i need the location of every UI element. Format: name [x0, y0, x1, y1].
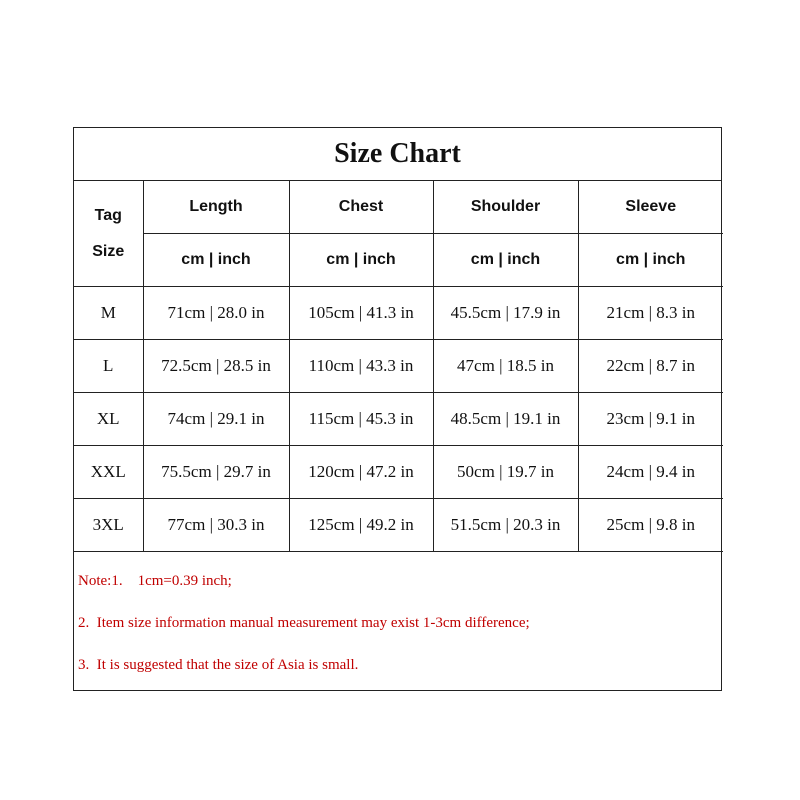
note-3: 3. It is suggested that the size of Asia is small.: [78, 657, 359, 673]
sleeve-cell: 21cm | 8.3 in: [578, 287, 723, 340]
length-cell: 72.5cm | 28.5 in: [143, 340, 289, 393]
chart-title: Size Chart: [74, 128, 721, 181]
column-header-chest: Chest: [289, 181, 433, 234]
table-row: [74, 393, 723, 446]
length-cell: 74cm | 29.1 in: [143, 393, 289, 446]
length-cell: 75.5cm | 29.7 in: [143, 446, 289, 499]
unit-label: cm | inch: [289, 234, 433, 287]
column-header-sleeve: Sleeve: [578, 181, 723, 234]
table-row: [74, 340, 723, 393]
tag-label: Tag: [94, 206, 122, 224]
length-cell: 71cm | 28.0 in: [143, 287, 289, 340]
shoulder-cell: 48.5cm | 19.1 in: [433, 393, 578, 446]
chest-cell: 120cm | 47.2 in: [289, 446, 433, 499]
unit-label: cm | inch: [578, 234, 723, 287]
sleeve-cell: 25cm | 9.8 in: [578, 499, 723, 552]
shoulder-cell: 50cm | 19.7 in: [433, 446, 578, 499]
size-cell: M: [74, 287, 143, 340]
length-cell: 77cm | 30.3 in: [143, 499, 289, 552]
tag-size-header: [74, 181, 143, 287]
size-table: [74, 181, 723, 552]
sleeve-cell: 24cm | 9.4 in: [578, 446, 723, 499]
shoulder-cell: 47cm | 18.5 in: [433, 340, 578, 393]
note-1: Note:1. 1cm=0.39 inch;: [78, 573, 232, 589]
sleeve-cell: 23cm | 9.1 in: [578, 393, 723, 446]
table-row: [74, 287, 723, 340]
size-cell: XL: [74, 393, 143, 446]
table-row: [74, 499, 723, 552]
sleeve-cell: 22cm | 8.7 in: [578, 340, 723, 393]
table-row: [74, 446, 723, 499]
header-row: [74, 181, 723, 234]
chest-cell: 110cm | 43.3 in: [289, 340, 433, 393]
note-2: 2. Item size information manual measurement may exist 1-3cm difference;: [78, 615, 530, 631]
shoulder-cell: 45.5cm | 17.9 in: [433, 287, 578, 340]
unit-row: [74, 234, 723, 287]
chest-cell: 115cm | 45.3 in: [289, 393, 433, 446]
column-header-shoulder: Shoulder: [433, 181, 578, 234]
shoulder-cell: 51.5cm | 20.3 in: [433, 499, 578, 552]
chest-cell: 125cm | 49.2 in: [289, 499, 433, 552]
size-chart: [73, 127, 722, 691]
size-cell: 3XL: [74, 499, 143, 552]
size-cell: L: [74, 340, 143, 393]
size-label: Size: [92, 242, 125, 260]
column-header-length: Length: [143, 181, 289, 234]
notes-section: [74, 560, 721, 686]
chest-cell: 105cm | 41.3 in: [289, 287, 433, 340]
unit-label: cm | inch: [143, 234, 289, 287]
unit-label: cm | inch: [433, 234, 578, 287]
size-cell: XXL: [74, 446, 143, 499]
